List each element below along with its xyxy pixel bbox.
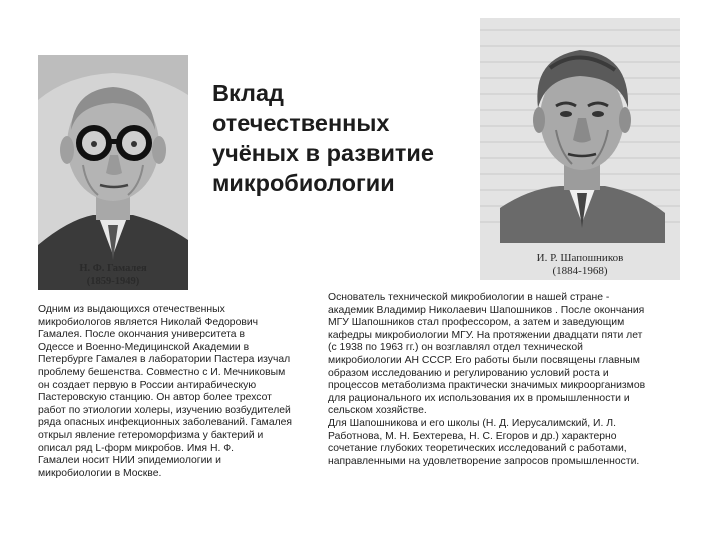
text-line: сочетание глубоких теоретических исследований с работами, — [328, 443, 627, 455]
portrait-gamaleya — [38, 55, 188, 290]
text-line: кафедры микробиологии МГУ. На протяжении двадцати пяти лет — [328, 329, 643, 341]
slide-title-line: Вклад — [212, 80, 284, 106]
slide-title — [212, 78, 482, 198]
portrait-shaposhnikov-name: И. Р. Шапошников — [536, 252, 624, 264]
slide-title-line: микробиологии — [212, 170, 395, 196]
portrait-shaposhnikov — [480, 18, 680, 280]
text-line: образом исследованию и регулированию условий роста и — [328, 367, 609, 379]
text-line: Пастеровскую станцию. Он автор более трехсот — [38, 392, 272, 404]
portrait-shaposhnikov-caption — [480, 252, 680, 278]
text-line: Работнова, М. Н. Бехтерева, Н. С. Егоров и др.) характерно — [328, 430, 617, 442]
portrait-gamaleya-years: (1859-1949) — [86, 276, 140, 287]
text-line: описал ряд L-форм микробов. Имя Н. Ф. — [38, 442, 235, 454]
text-line: микробиологии в Москве. — [38, 467, 162, 479]
portrait-gamaleya-image — [38, 55, 188, 290]
text-line: МГУ Шапошников стал профессором, а затем и заведующим — [328, 317, 625, 329]
text-line: направленными на удовлетворение запросов промышленности. — [328, 455, 640, 467]
text-line: Одессе и Военно-Медицинской Академии в — [38, 341, 250, 353]
portrait-gamaleya-name: Н. Ф. Гамалея — [79, 263, 147, 274]
text-line: микробиологов является Николай Федорович — [38, 316, 259, 328]
gamaleya-description — [38, 304, 310, 480]
text-line: работ по этиологии холеры, изучению возбудителей — [38, 404, 291, 416]
text-line: (с 1938 по 1963 гг.) он возглавлял отдел технической — [328, 342, 583, 354]
text-line: Гамалеи носит НИИ эпидемиологии и — [38, 455, 221, 467]
text-line: сельском хозяйстве. — [328, 405, 427, 417]
text-line: проблему бешенства. Совместно с И. Мечниковым — [38, 366, 286, 378]
text-line: академик Владимир Николаевич Шапошников . После окончания — [328, 304, 645, 316]
text-line: Гамалея. После окончания университета в — [38, 329, 245, 341]
text-line: он создает первую в России антирабическую — [38, 379, 257, 391]
text-line: Петербурге Гамалея в лаборатории Пастера изучал — [38, 354, 291, 366]
portrait-shaposhnikov-image — [480, 18, 680, 280]
portrait-shaposhnikov-years: (1884-1968) — [552, 265, 608, 277]
portrait-gamaleya-caption — [38, 262, 188, 288]
text-line: открыл явление гетероморфизма у бактерий и — [38, 429, 264, 441]
text-line: Одним из выдающихся отечественных — [38, 304, 225, 315]
text-line: Основатель технической микробиологии в нашей стране - — [328, 292, 610, 303]
slide-title-line: отечественных — [212, 110, 390, 136]
text-line: для рационального их использования их в промышленности и — [328, 392, 630, 404]
text-line: Для Шапошникова и его школы (Н. Д. Иерусалимский, И. Л. — [328, 417, 616, 429]
text-line: ряда опасных инфекционных заболеваний. Гамалея — [38, 417, 293, 429]
shaposhnikov-description — [328, 292, 698, 468]
slide-title-line: учёных в развитие — [212, 140, 434, 166]
text-line: процессов метаболизма практически значимых микроорганизмов — [328, 380, 646, 392]
text-line: микробиологии АН СССР. Его работы были посвящены главным — [328, 354, 640, 366]
